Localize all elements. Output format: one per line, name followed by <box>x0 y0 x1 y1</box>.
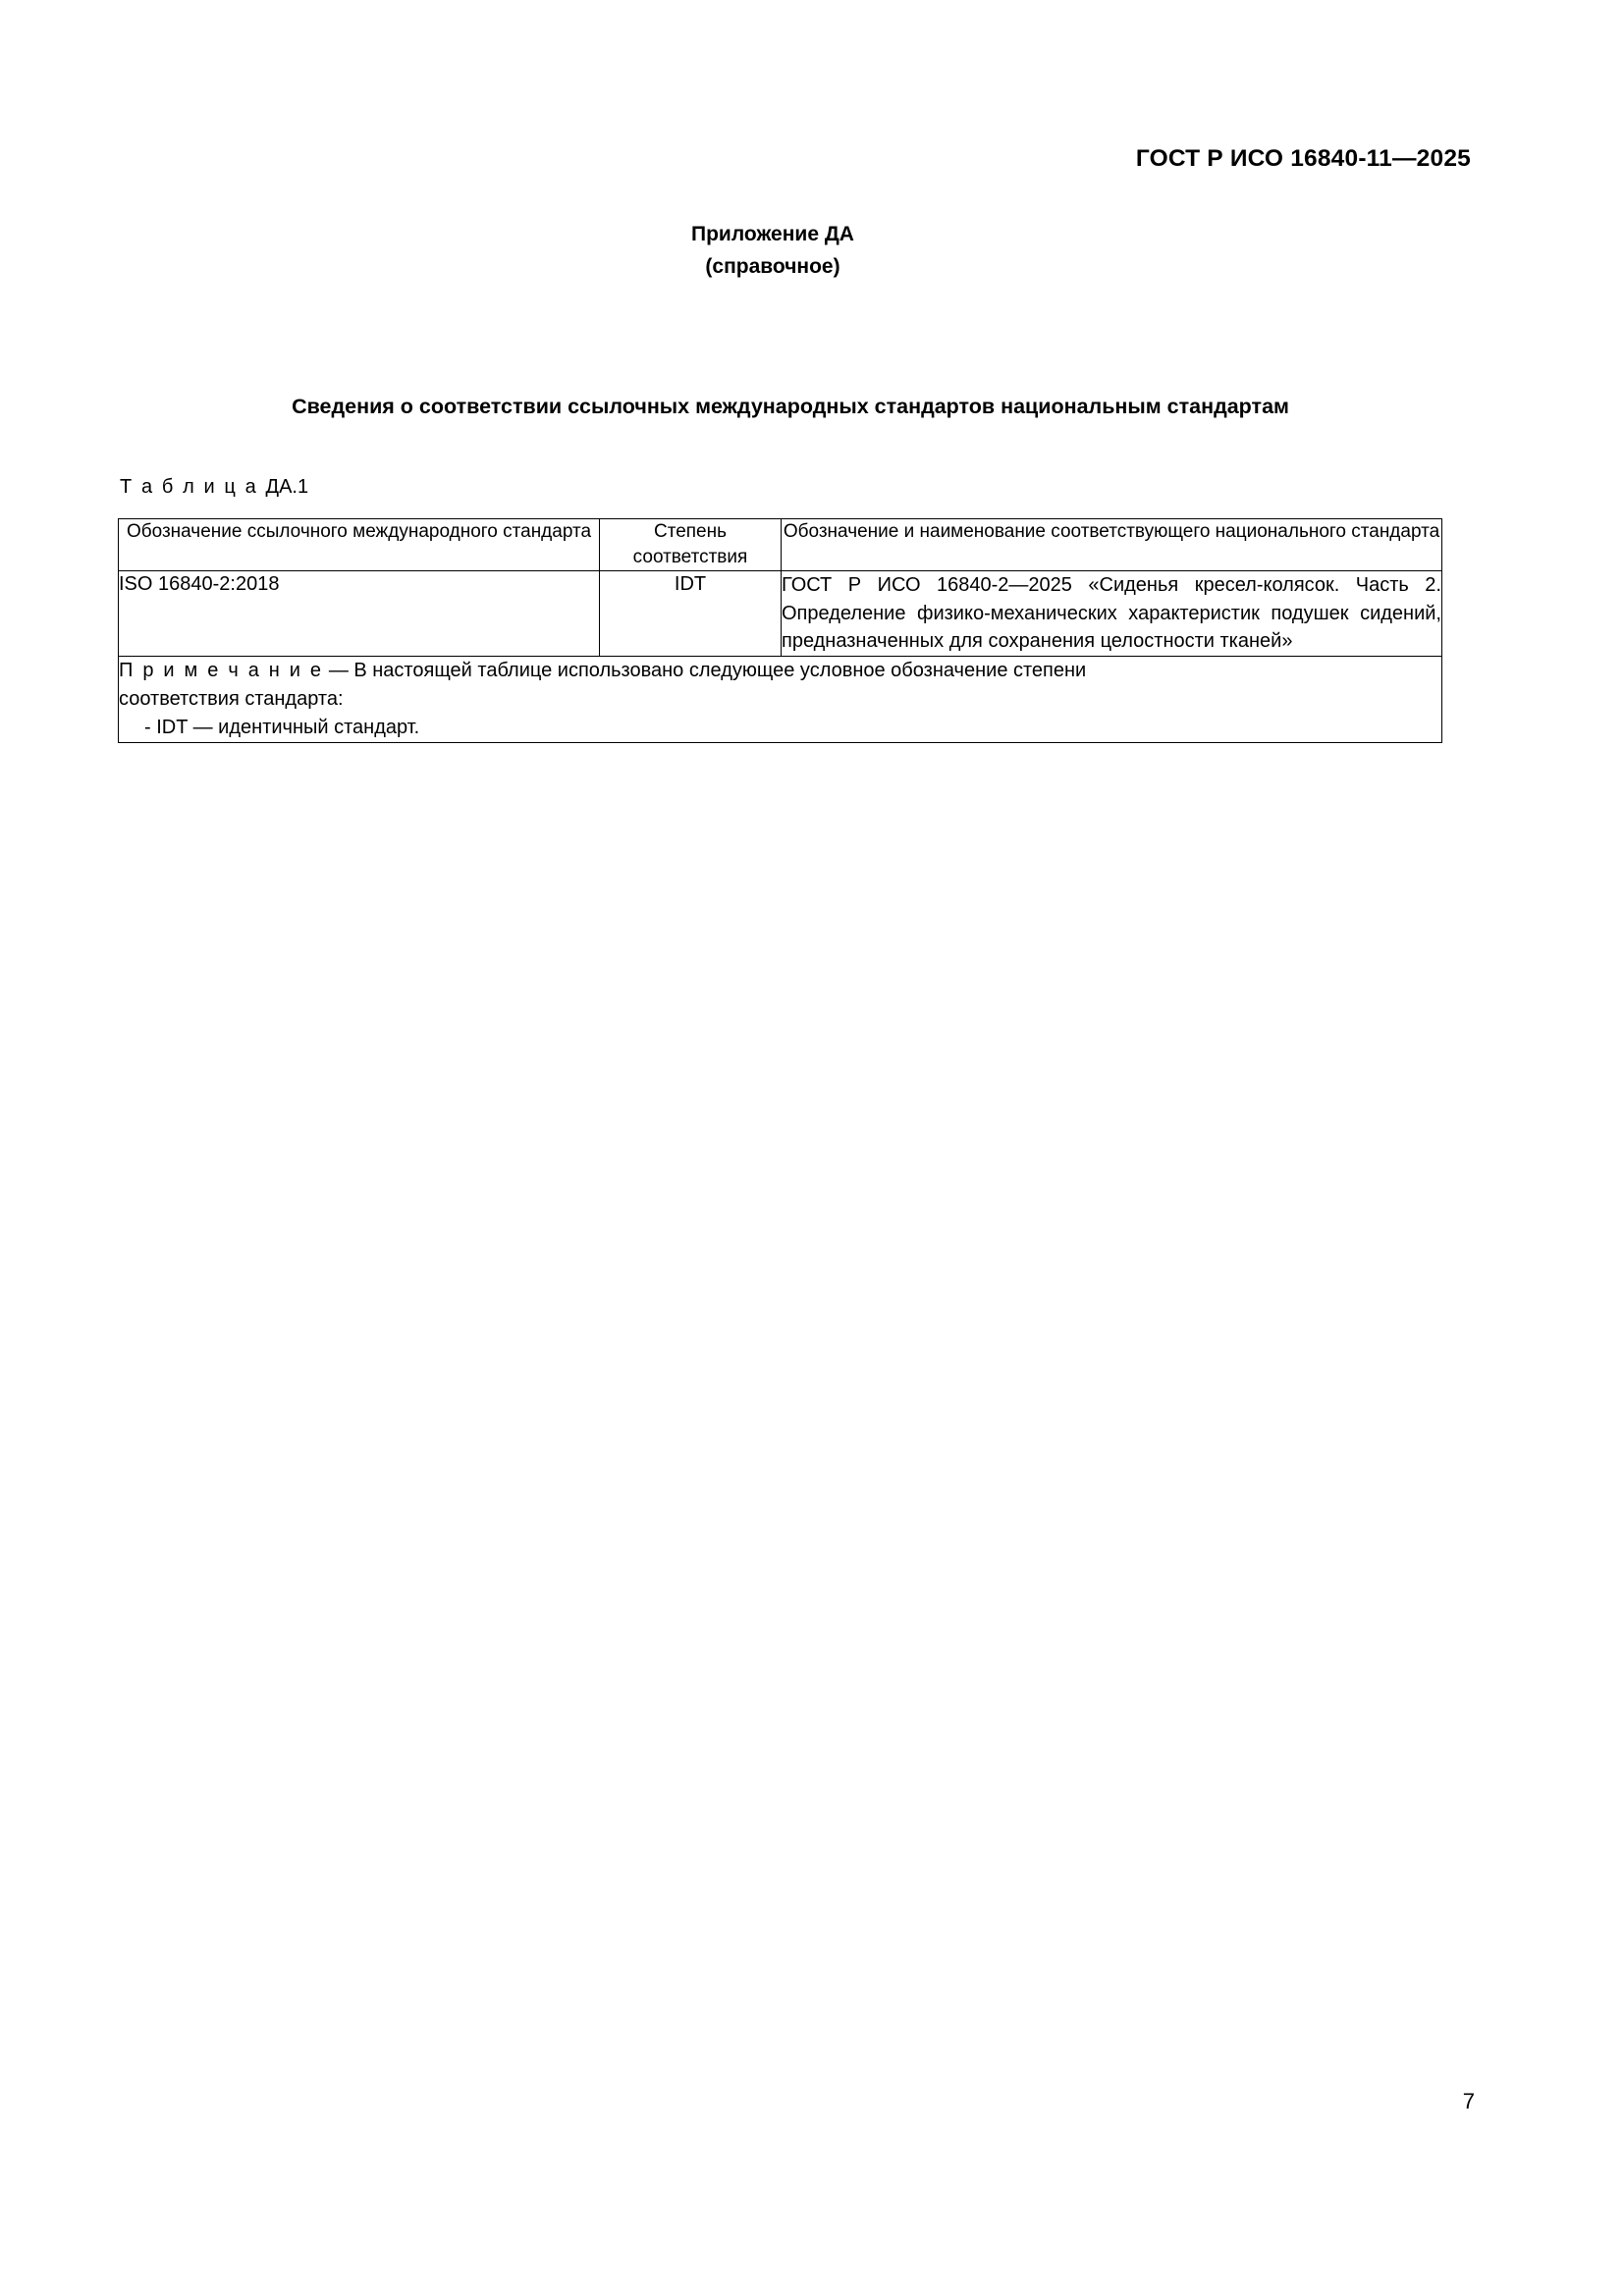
table-caption-number: ДА.1 <box>265 476 309 498</box>
table-note <box>119 656 1442 742</box>
table-header-degree-of-correspondence: Степень соответствия <box>600 519 782 571</box>
correspondence-table <box>118 518 1442 743</box>
table-header-row <box>119 519 1442 571</box>
table-note-row <box>119 656 1442 742</box>
appendix-title: Приложение ДА <box>691 223 854 245</box>
table-header-national-standard: Обозначение и наименование соответствующего национального стандарта <box>782 519 1442 571</box>
table-row <box>119 571 1442 657</box>
table-note-line2: соответствия стандарта: <box>119 687 344 710</box>
table-note-line1: — В настоящей таблице использовано следующее условное обозначение степени <box>328 659 1087 681</box>
page-number: 7 <box>1462 2089 1475 2113</box>
cell-degree-of-correspondence: IDT <box>600 571 782 657</box>
table-caption <box>120 476 308 499</box>
table-header-reference-standard: Обозначение ссылочного международного стандарта <box>119 519 600 571</box>
document-header-standard-id: ГОСТ Р ИСО 16840-11—2025 <box>1135 145 1471 172</box>
table-note-label: П р и м е ч а н и е <box>119 659 324 681</box>
cell-national-standard: ГОСТ Р ИСО 16840-2—2025 «Сиденья кресел-колясок. Часть 2. Определение физико-механических характеристик подушек сидений, предназначенных для сохранения целостности тканей» <box>782 571 1442 657</box>
table-note-line3: - IDT — идентичный стандарт. <box>144 716 420 738</box>
section-title: Сведения о соответствии ссылочных международных стандартов национальным стандартам <box>292 395 1289 418</box>
table-caption-label: Т а б л и ц а <box>120 476 258 498</box>
cell-reference-standard: ISO 16840-2:2018 <box>119 571 600 657</box>
appendix-heading <box>0 218 1624 283</box>
appendix-subtitle: (справочное) <box>705 255 840 278</box>
